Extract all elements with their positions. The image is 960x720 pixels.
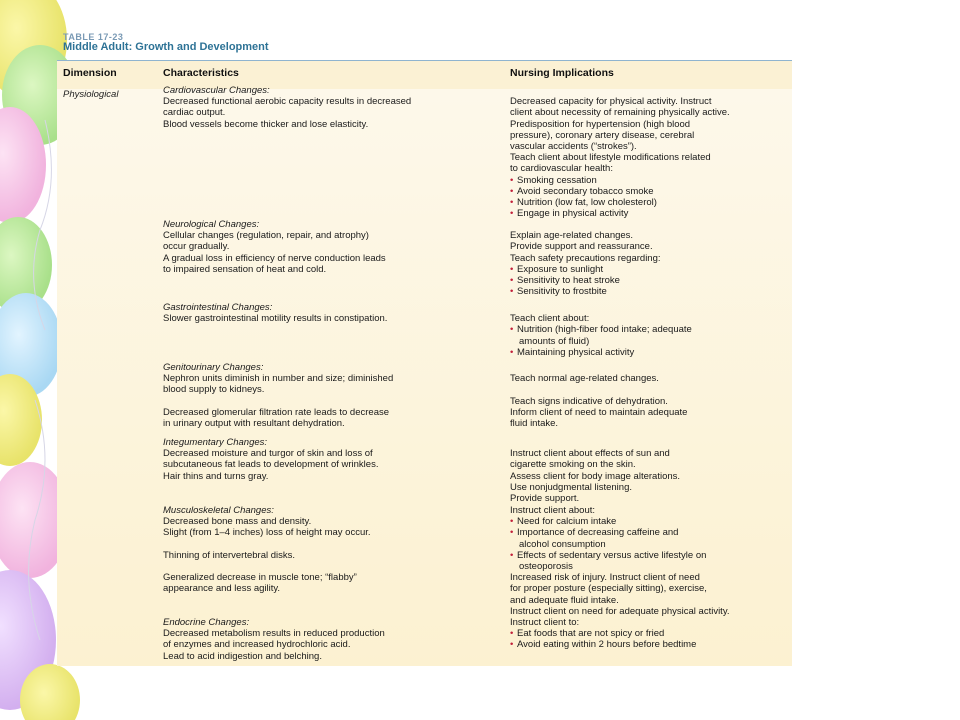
bullet-item: • Eat foods that are not spicy or fried [510,628,792,639]
table-title: Middle Adult: Growth and Development [63,41,269,53]
text-line [510,437,792,448]
section-heading: Neurological Changes: [163,219,260,230]
bullet-item: • Sensitivity to frostbite [510,286,792,297]
text-line: Teach normal age-related changes. [510,373,659,385]
text-line: Nephron units diminish in number and size; diminished [163,373,394,385]
growth-development-table [57,32,792,666]
text-line: and adequate fluid intake. [510,594,619,606]
text-line: Decreased bone mass and density. [163,516,312,528]
text-line: subcutaneous fat leads to development of wrinkles. [163,459,379,471]
text-line [510,362,792,373]
text-line: Instruct client about effects of sun and [510,448,670,460]
bullet-item: • Importance of decreasing caffeine and [510,527,792,538]
nursing-implications-cell [510,85,792,219]
nursing-implications-cell [510,617,792,651]
text-line: Decreased glomerular filtration rate leads to decrease [163,406,390,418]
bullet-item: • Avoid eating within 2 hours before bedtime [510,639,792,650]
text-line: Instruct client to: [510,617,580,628]
text-line: Generalized decrease in muscle tone; “flabby” [163,572,357,584]
header-nursing-implications: Nursing Implications [510,67,614,79]
characteristics-cell [163,362,503,429]
text-line: Provide support and reassurance. [510,241,653,253]
text-line: Slower gastrointestinal motility results in constipation. [163,313,388,325]
text-line: in urinary output with resultant dehydration. [163,418,345,429]
text-line: Increased risk of injury. Instruct client of need [510,572,700,584]
bullet-item: • Avoid secondary tobacco smoke [510,186,792,197]
characteristics-cell [163,219,503,275]
text-line: Provide support. [510,493,580,504]
section-heading: Gastrointestinal Changes: [163,302,273,313]
text-line: appearance and less agility. [163,583,281,595]
text-line: for proper posture (especially sitting), exercise, [510,583,707,595]
text-line: pressure), coronary artery disease, cerebral [510,129,695,141]
section-heading: Genitourinary Changes: [163,362,264,373]
bullet-item: • Nutrition (low fat, low cholesterol) [510,197,792,208]
bullet-item: • Effects of sedentary versus active lifestyle on [510,550,792,561]
text-line: Hair thins and turns gray. [163,470,269,482]
text-line: Predisposition for hypertension (high blood [510,118,691,130]
section-heading: Integumentary Changes: [163,437,268,448]
table-label: TABLE 17-23 [63,32,124,42]
text-line: Instruct client about: [510,505,596,516]
nursing-implications-cell [510,302,792,358]
text-line: osteoporosis [519,561,573,573]
text-line [510,302,792,313]
text-line: of enzymes and increased hydrochloric acid. [163,639,351,651]
text-line: to impaired sensation of heat and cold. [163,263,327,275]
text-line: fluid intake. [510,417,559,429]
text-line: to cardiovascular health: [510,163,613,175]
bullet-item: • Exposure to sunlight [510,264,792,275]
characteristics-cell [163,617,503,662]
bullet-item: • Nutrition (high-fiber food intake; adequate [510,324,792,335]
bullet-item: • Maintaining physical activity [510,347,792,358]
text-line: Teach client about: [510,313,590,325]
text-line: Assess client for body image alterations. [510,470,681,482]
text-line: Blood vessels become thicker and lose elasticity. [163,118,369,130]
characteristics-cell [163,85,503,130]
text-line: blood supply to kidneys. [163,384,265,396]
text-line: Lead to acid indigestion and belching. [163,650,322,662]
text-line [510,384,792,395]
text-line [163,561,503,572]
text-line: Explain age-related changes. [510,230,634,242]
text-line: Use nonjudgmental listening. [510,481,632,493]
text-line: client about necessity of remaining physically active. [510,107,730,119]
bullet-item: • Need for calcium intake [510,516,792,527]
text-line: cigarette smoking on the skin. [510,459,636,471]
text-line: Thinning of intervertebral disks. [163,549,296,561]
text-line: Decreased capacity for physical activity. Instruct [510,96,712,108]
text-line: Decreased functional aerobic capacity results in decreased [163,96,412,108]
text-line: Decreased moisture and turgor of skin and loss of [163,448,373,460]
text-line: amounts of fluid) [519,335,590,347]
text-line [163,396,503,407]
text-line: Cellular changes (regulation, repair, and atrophy) [163,230,369,242]
text-line: occur gradually. [163,241,230,253]
text-line: Teach signs indicative of dehydration. [510,395,668,407]
header-characteristics: Characteristics [163,67,239,79]
text-line: Teach client about lifestyle modifications related [510,152,711,164]
header-dimension: Dimension [63,67,117,79]
section-heading: Musculoskeletal Changes: [163,505,274,516]
text-line: Teach safety precautions regarding: [510,252,661,264]
text-line: cardiac output. [163,107,226,119]
text-line: Inform client of need to maintain adequate [510,406,688,418]
characteristics-cell [163,505,503,595]
bullet-item: • Smoking cessation [510,175,792,186]
bullet-item: • Engage in physical activity [510,208,792,219]
section-heading: Cardiovascular Changes: [163,85,270,96]
text-line: Decreased metabolism results in reduced production [163,628,385,640]
text-line [510,85,792,96]
text-line: A gradual loss in efficiency of nerve conduction leads [163,252,386,264]
characteristics-cell [163,437,503,482]
text-line [163,539,503,550]
bullet-item: • Sensitivity to heat stroke [510,275,792,286]
text-line: alcohol consumption [519,538,606,550]
text-line: vascular accidents (“strokes”). [510,141,637,152]
nursing-implications-cell [510,437,792,504]
text-line: Instruct client on need for adequate physical activity. [510,605,730,617]
section-heading: Endocrine Changes: [163,617,250,628]
text-line: Slight (from 1–4 inches) loss of height may occur. [163,527,371,539]
nursing-implications-cell [510,219,792,297]
nursing-implications-cell [510,362,792,429]
characteristics-cell [163,302,503,324]
text-line [510,219,792,230]
nursing-implications-cell [510,505,792,617]
dimension-cell: Physiological [63,89,119,100]
